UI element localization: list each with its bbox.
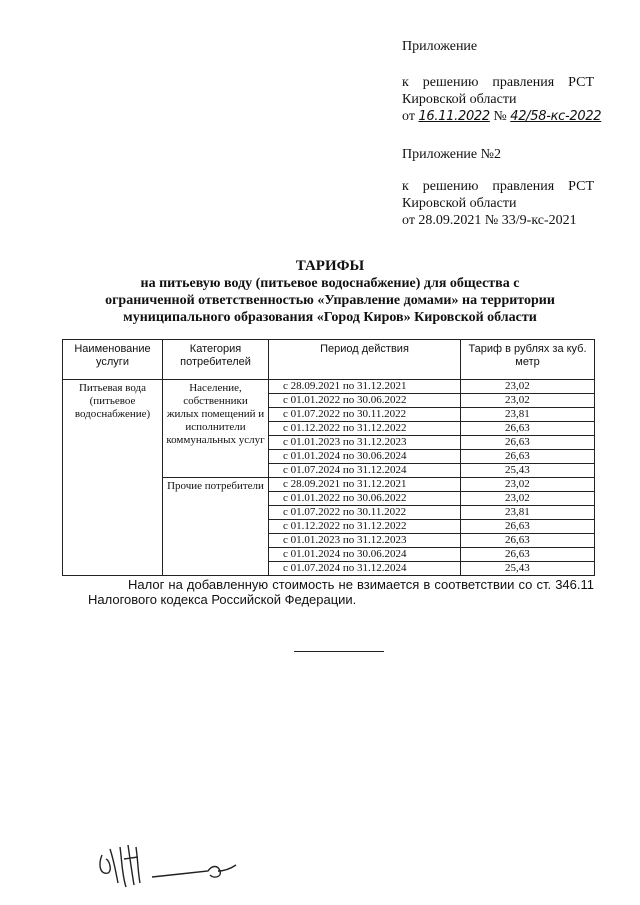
header-period: Период действия xyxy=(269,340,461,380)
category-cell: Прочие потребители xyxy=(163,478,269,576)
rate-cell: 23,81 xyxy=(461,408,595,422)
appendix1-line2: Кировской области xyxy=(402,92,517,107)
handwritten-date: 16.11.2022 xyxy=(418,109,490,124)
rate-cell: 23,02 xyxy=(461,492,595,506)
appendix2-line3: от 28.09.2021 № 33/9-кс-2021 xyxy=(402,213,577,228)
appendix1-line3 xyxy=(402,108,601,125)
appendix2-line1: к решению правления РСТ xyxy=(402,179,594,194)
header-rate: Тариф в рублях за куб. метр xyxy=(461,340,595,380)
service-name-cell: Питьевая вода (питьевое водоснабжение) xyxy=(63,380,163,576)
period-cell: с 01.07.2024 по 31.12.2024 xyxy=(269,562,461,576)
category-cell: Население, собственники жилых помещений и исполнители коммунальных услуг xyxy=(163,380,269,478)
rate-cell: 23,81 xyxy=(461,506,595,520)
tariff-table xyxy=(62,339,595,576)
table-row xyxy=(63,380,595,394)
handwritten-signature xyxy=(90,835,250,895)
heading-line1: на питьевую воду (питьевое водоснабжение) для общества с xyxy=(140,276,520,291)
appendix2-title-text: Приложение №2 xyxy=(402,147,501,162)
number-sign: № xyxy=(493,109,507,124)
table-header-row xyxy=(63,340,595,380)
period-cell: с 01.07.2022 по 30.11.2022 xyxy=(269,408,461,422)
period-cell: с 01.01.2023 по 31.12.2023 xyxy=(269,534,461,548)
rate-cell: 23,02 xyxy=(461,394,595,408)
period-cell: с 01.01.2023 по 31.12.2023 xyxy=(269,436,461,450)
heading-line2: ограниченной ответственностью «Управление домами» на территории xyxy=(105,293,555,308)
rate-cell: 26,63 xyxy=(461,534,595,548)
period-cell: с 01.07.2022 по 30.11.2022 xyxy=(269,506,461,520)
tax-footnote xyxy=(88,577,594,607)
separator-line xyxy=(294,651,384,652)
period-cell: с 28.09.2021 по 31.12.2021 xyxy=(269,380,461,394)
rate-cell: 26,63 xyxy=(461,548,595,562)
appendix1-title xyxy=(402,38,477,55)
heading-line3: муниципального образования «Город Киров» Кировской области xyxy=(123,310,537,325)
rate-cell: 25,43 xyxy=(461,464,595,478)
document-title: ТАРИФЫ xyxy=(295,258,365,274)
rate-cell: 23,02 xyxy=(461,380,595,394)
appendix1-from: от xyxy=(402,109,415,124)
rate-cell: 25,43 xyxy=(461,562,595,576)
rate-cell: 26,63 xyxy=(461,436,595,450)
rate-cell: 26,63 xyxy=(461,520,595,534)
period-cell: с 01.01.2022 по 30.06.2022 xyxy=(269,394,461,408)
rate-cell: 26,63 xyxy=(461,450,595,464)
appendix1-title-text: Приложение xyxy=(402,39,478,54)
period-cell: с 01.12.2022 по 31.12.2022 xyxy=(269,520,461,534)
appendix1-line1: к решению правления РСТ xyxy=(402,75,594,90)
footnote-line1: Налог на добавленную стоимость не взимается в соответствии со ст. 346.11 xyxy=(128,577,594,592)
period-cell: с 01.01.2022 по 30.06.2022 xyxy=(269,492,461,506)
header-service: Наименование услуги xyxy=(63,340,163,380)
appendix2-reference xyxy=(402,178,594,229)
document-heading xyxy=(80,258,580,326)
tariff-table-body xyxy=(63,380,595,576)
footnote-line2: Налогового кодекса Российской Федерации. xyxy=(88,592,357,607)
rate-cell: 26,63 xyxy=(461,422,595,436)
header-category: Категория потребителей xyxy=(163,340,269,380)
period-cell: с 01.01.2024 по 30.06.2024 xyxy=(269,450,461,464)
period-cell: с 01.12.2022 по 31.12.2022 xyxy=(269,422,461,436)
period-cell: с 01.01.2024 по 30.06.2024 xyxy=(269,548,461,562)
appendix1-reference xyxy=(402,74,601,125)
appendix2-line2: Кировской области xyxy=(402,196,517,211)
appendix2-title xyxy=(402,146,501,163)
period-cell: с 28.09.2021 по 31.12.2021 xyxy=(269,478,461,492)
period-cell: с 01.07.2024 по 31.12.2024 xyxy=(269,464,461,478)
rate-cell: 23,02 xyxy=(461,478,595,492)
handwritten-number: 42/58-кс-2022 xyxy=(510,109,602,124)
